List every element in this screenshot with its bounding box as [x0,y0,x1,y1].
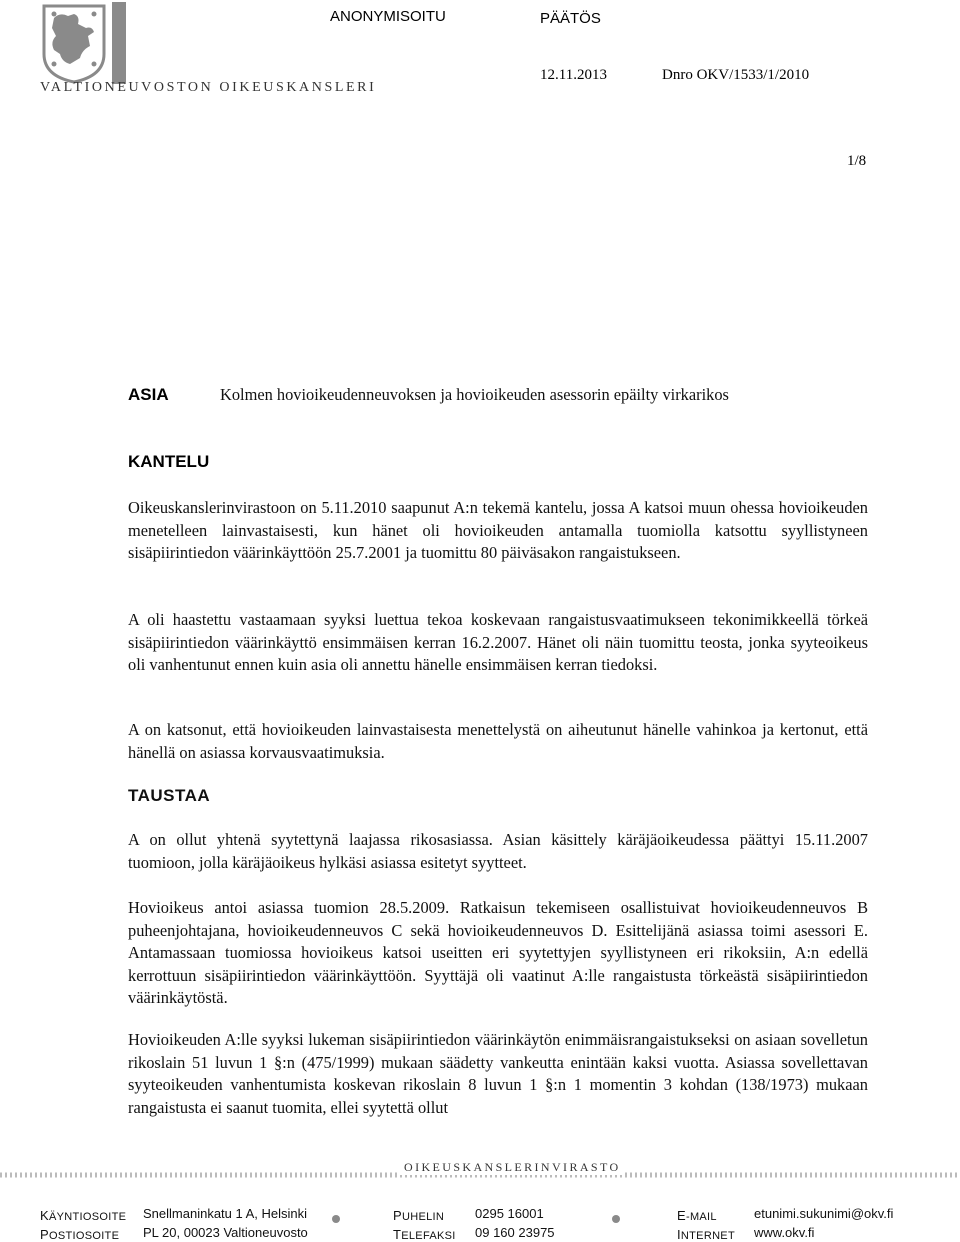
email-link[interactable]: etunimi.sukunimi@okv.fi [754,1206,894,1221]
asia-text: Kolmen hovioikeudenneuvoksen ja hovioikeuden asessorin epäilty virkarikos [220,385,729,404]
internet-label: INTERNET [677,1227,735,1242]
taustaa-paragraph-2: Hovioikeus antoi asiassa tuomion 28.5.2009. Ratkaisun tekemiseen osallistuivat hovioikeudenneuvos B puheenjohtajana, hovioikeudenneuvos C sekä hovioikeudenneuvos D. Esittelijänä asiassa toimi asessori E. Antamassaan tuomiossa hovioikeus katsoi useitten eri syytettyjen syyllistyneen eri rikoksiin, A:n edellä kerrottuun sisäpiirintiedon väärinkäyttöön. Syyttäjä oli vaatinut A:lle rangaistusta törkeästä sisäpiirintiedon väärinkäytöstä. [128,898,868,1008]
footer-organization: OIKEUSKANSLERINVIRASTO [400,1160,625,1175]
footer-dot-1 [332,1215,340,1223]
fax-number: 09 160 23975 [475,1225,555,1240]
postal-address: PL 20, 00023 Valtioneuvosto [143,1225,308,1240]
kantelu-paragraph-2: A oli haastettu vastaamaan syyksi luettua tekoa koskevaan rangaistusvaatimukseen tekonimikkeellä törkeä sisäpiirintiedon väärinkäyttö ensimmäisen kerran 16.2.2007. Hänet oli näin tuomittu teosta, jonka syyteoikeus oli vanhentunut ennen kuin asia oli annettu hänelle ensimmäisen kerran tiedoksi. [128,610,868,675]
document-type: PÄÄTÖS [540,10,601,27]
organization-name: VALTIONEUVOSTON OIKEUSKANSLERI [40,80,377,95]
page-number: 1/8 [847,153,867,169]
logo-bar [112,2,126,84]
visiting-address: Snellmaninkatu 1 A, Helsinki [143,1206,308,1221]
taustaa-paragraph-3: Hovioikeuden A:lle syyksi lukeman sisäpiirintiedon väärinkäytön enimmäisrangaistukseksi on asiaan sovelletun rikoslain 51 luvun 1 §:n (475/1999) mukaan säädetty vankeutta enintään kaksi vuotta. Asiassa sovellettavan syyteoikeuden vanhentumista koskevan rikoslain 8 luvun 1 §:n 1 momentin 3 kohdan (138/1973) mukaan rangaistusta ei saanut tuomita, ellei syytettä ollut [128,1030,868,1117]
taustaa-heading: TAUSTAA [128,786,211,805]
phone-number: 0295 16001 [475,1206,544,1221]
kantelu-heading: KANTELU [128,452,210,471]
asia-label: ASIA [128,385,169,404]
kantelu-paragraph-1: Oikeuskanslerinvirastoon on 5.11.2010 saapunut A:n tekemä kantelu, jossa A katsoi muun ohessa hovioikeuden menetelleen lainvastaisesti, kun hänet oli hovioikeuden antamalla tuomiolla katsottu syyllistyneen sisäpiirintiedon väärinkäyttöön 25.7.2001 ja tuomittu 80 päiväsakon rangaistukseen. [128,498,868,563]
phone-label: PUHELIN [393,1208,445,1223]
fax-label: TELEFAKSI [393,1227,456,1242]
website-link[interactable]: www.okv.fi [754,1225,815,1240]
footer-dot-2 [612,1215,620,1223]
kantelu-paragraph-3: A on katsonut, että hovioikeuden lainvastaisesta menettelystä on aiheutunut hänelle vahinkoa ja kertonut, että hänellä on asiassa korvausvaatimuksia. [128,720,868,762]
taustaa-paragraph-1: A on ollut yhtenä syytettynä laajassa rikosasiassa. Asian käsittely käräjäoikeudessa päättyi 15.11.2007 tuomioon, jolla käräjäoikeus hylkäsi asiassa esitetyt syytteet. [128,830,868,872]
document-date: 12.11.2013 [540,67,607,83]
record-number: Dnro OKV/1533/1/2010 [662,67,810,83]
postal-address-label: POSTIOSOITE [40,1227,120,1242]
visiting-address-label: KÄYNTIOSOITE [40,1208,127,1223]
email-label: E-MAIL [677,1208,717,1223]
classification: ANONYMISOITU [330,8,446,25]
